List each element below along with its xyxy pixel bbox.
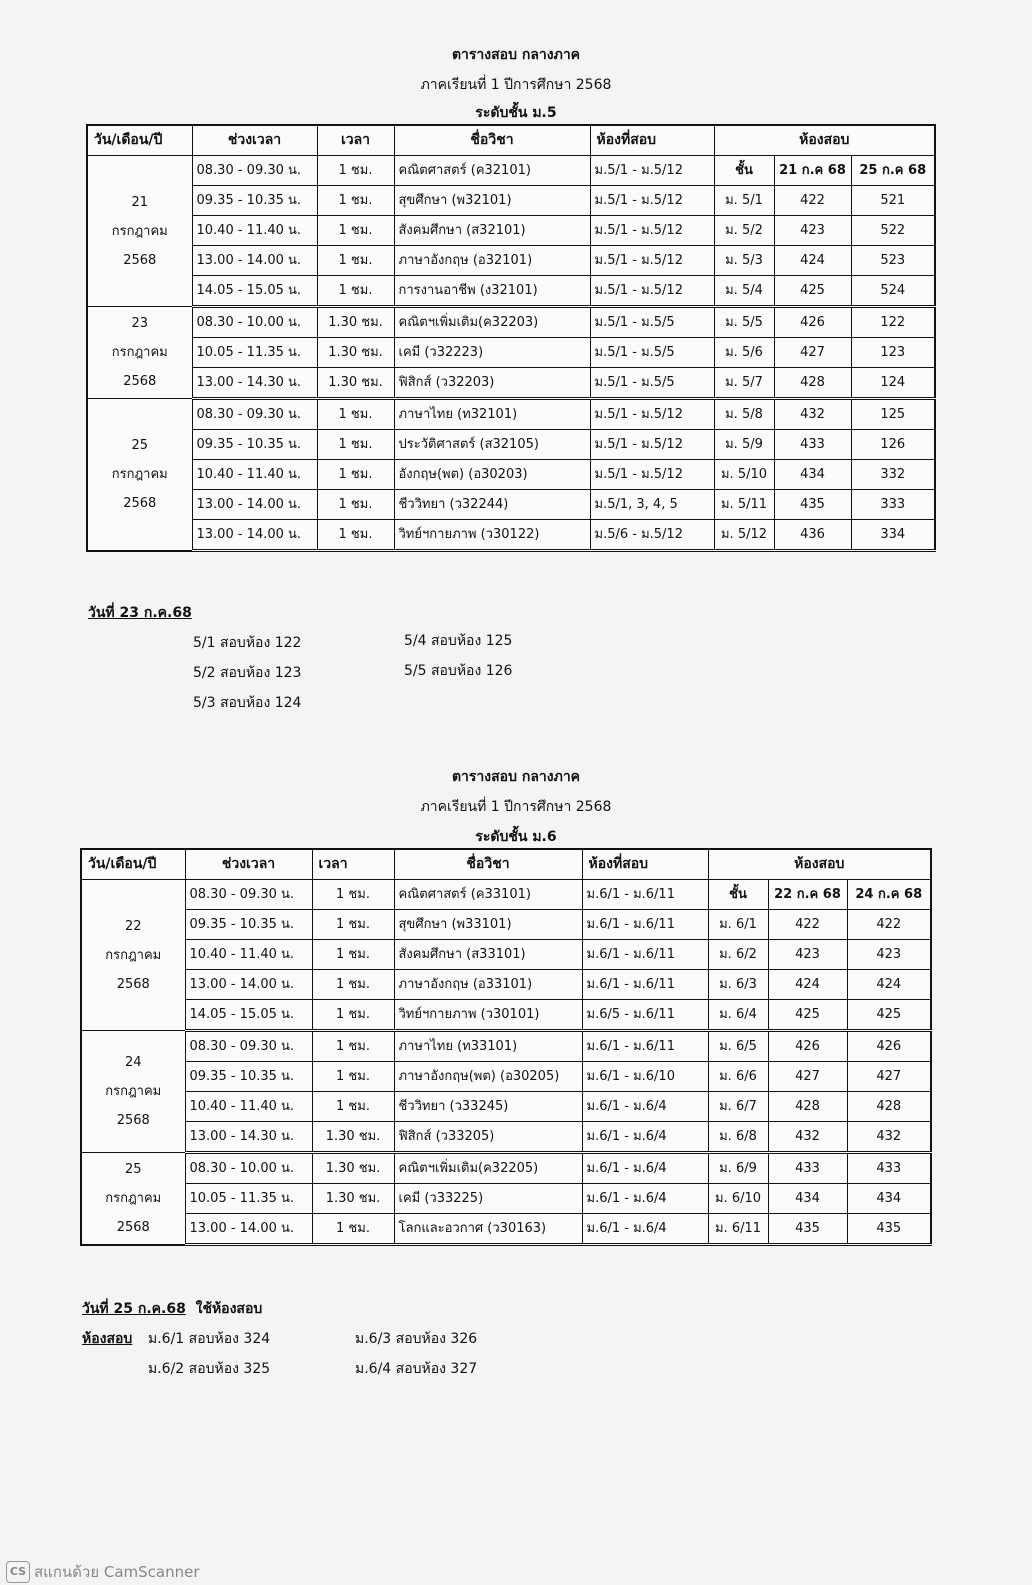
duration-cell: 1 ชม. (317, 430, 394, 460)
period-cell: 13.00 - 14.00 น. (185, 1214, 312, 1245)
table-row (81, 1092, 931, 1122)
m5-note: 5/4 สอบห้อง 125 (404, 633, 513, 649)
duration-cell: 1 ชม. (317, 186, 394, 216)
subject-cell: คณิตศาสตร์ (ค32101) (394, 156, 590, 186)
table-row (81, 1153, 931, 1184)
period-cell: 13.00 - 14.00 น. (192, 246, 317, 276)
subject-cell: ฟิสิกส์ (ว32203) (394, 368, 590, 399)
room-d2-cell: 433 (847, 1153, 931, 1184)
room-d1-cell: 426 (774, 307, 851, 338)
m6-exam-table (80, 848, 932, 1246)
date-year: 2568 (123, 374, 157, 389)
room-d2-cell: 126 (851, 430, 935, 460)
duration-cell: 1 ชม. (312, 910, 394, 940)
m5-note: 5/5 สอบห้อง 126 (404, 663, 513, 679)
date-year: 2568 (116, 1219, 150, 1235)
period-cell: 08.30 - 09.30 น. (192, 156, 317, 186)
room-d2-cell: 521 (851, 186, 935, 216)
subject-cell: คณิตศาสตร์ (ค33101) (394, 880, 582, 910)
rooms-cell: ม.6/1 - ม.6/4 (582, 1184, 708, 1214)
date-day: 23 (131, 316, 149, 331)
rooms-cell: ม.5/1 - ม.5/12 (590, 430, 714, 460)
header-date: วัน/เดือน/ปี (81, 849, 185, 880)
period-cell: 14.05 - 15.05 น. (192, 276, 317, 307)
header-rooms: ห้องที่สอบ (582, 849, 708, 880)
period-cell: 08.30 - 09.30 น. (185, 1031, 312, 1062)
room-d2-cell: 334 (851, 520, 935, 551)
duration-cell: 1.30 ชม. (312, 1122, 394, 1153)
header-exam-room: ห้องสอบ (714, 125, 935, 156)
duration-cell: 1.30 ชม. (317, 307, 394, 338)
rooms-cell: ม.6/1 - ม.6/11 (582, 1031, 708, 1062)
table2-level: ระดับชั้น ม.6 (475, 829, 557, 845)
room-d1-cell: 436 (774, 520, 851, 551)
room-d2-cell: 124 (851, 368, 935, 399)
m5-exam-table (86, 124, 936, 552)
date-cell (87, 307, 192, 399)
room-d1-cell: 427 (774, 338, 851, 368)
room-d1-cell: 424 (768, 970, 847, 1000)
period-cell: 13.00 - 14.00 น. (192, 490, 317, 520)
class-cell: ม. 5/2 (714, 216, 774, 246)
period-cell: 08.30 - 10.00 น. (185, 1153, 312, 1184)
header-subject: ชื่อวิชา (394, 849, 582, 880)
subject-cell: โลกและอวกาศ (ว30163) (394, 1214, 582, 1245)
date-month: กรกฎาคม (105, 947, 162, 963)
rooms-cell: ม.5/1, 3, 4, 5 (590, 490, 714, 520)
room-d2-cell: 333 (851, 490, 935, 520)
table-row (81, 1184, 931, 1214)
room-d2-cell: 424 (847, 970, 931, 1000)
room-d1-cell: 433 (774, 430, 851, 460)
subject-cell: สังคมศึกษา (ส32101) (394, 216, 590, 246)
class-cell: ม. 5/10 (714, 460, 774, 490)
duration-cell: 1 ชม. (317, 246, 394, 276)
period-cell: 10.40 - 11.40 น. (185, 940, 312, 970)
table-row (81, 910, 931, 940)
date-month: กรกฎาคม (105, 1084, 162, 1099)
date-day: 24 (124, 1055, 142, 1070)
room-d2-cell: 426 (847, 1031, 931, 1062)
header-subject: ชื่อวิชา (394, 125, 590, 156)
header-date: วัน/เดือน/ปี (87, 125, 192, 156)
rooms-cell: ม.5/1 - ม.5/12 (590, 246, 714, 276)
class-cell: ม. 6/11 (708, 1214, 768, 1245)
room-d1-cell: 435 (768, 1214, 847, 1245)
duration-cell: 1 ชม. (317, 156, 394, 186)
period-cell: 13.00 - 14.00 น. (185, 970, 312, 1000)
table-row (81, 1122, 931, 1153)
date-year: 2568 (116, 1113, 150, 1128)
table2-subtitle: ภาคเรียนที่ 1 ปีการศึกษา 2568 (420, 799, 612, 815)
class-cell: ม. 6/7 (708, 1092, 768, 1122)
room-d2-cell: 427 (847, 1062, 931, 1092)
camscanner-footer (6, 1560, 200, 1584)
subject-cell: สุขศึกษา (พ32101) (394, 186, 590, 216)
duration-cell: 1 ชม. (312, 1062, 394, 1092)
m5-note: 5/3 สอบห้อง 124 (193, 695, 302, 711)
header-duration: เวลา (312, 849, 394, 880)
date-year: 2568 (123, 495, 157, 511)
room-d1-cell: 435 (774, 490, 851, 520)
duration-cell: 1.30 ชม. (317, 338, 394, 368)
room-d2-cell: 425 (847, 1000, 931, 1031)
subject-cell: ฟิสิกส์ (ว33205) (394, 1122, 582, 1153)
subject-cell: เคมี (ว33225) (394, 1184, 582, 1214)
duration-cell: 1.30 ชม. (317, 368, 394, 399)
room-d2-cell: 332 (851, 460, 935, 490)
room-d1-cell: 422 (774, 186, 851, 216)
rooms-cell: ม.6/1 - ม.6/11 (582, 970, 708, 1000)
table-row (87, 307, 935, 338)
subject-cell: ประวัติศาสตร์ (ส32105) (394, 430, 590, 460)
table2-title: ตารางสอบ กลางภาค (451, 769, 581, 785)
period-cell: 09.35 - 10.35 น. (192, 186, 317, 216)
room-d2-cell: 522 (851, 216, 935, 246)
period-cell: 10.40 - 11.40 น. (185, 1092, 312, 1122)
table-row (81, 970, 931, 1000)
table-row (87, 156, 935, 186)
rooms-cell: ม.6/1 - ม.6/10 (582, 1062, 708, 1092)
table-row (87, 186, 935, 216)
header-period: ช่วงเวลา (185, 849, 312, 880)
subject-cell: สังคมศึกษา (ส33101) (394, 940, 582, 970)
room-d2-cell: 428 (847, 1092, 931, 1122)
subject-cell: อังกฤษ(พต) (อ30203) (394, 460, 590, 490)
subject-cell: สุขศึกษา (พ33101) (394, 910, 582, 940)
room-d2-cell: 432 (847, 1122, 931, 1153)
room-d1-cell: 425 (768, 1000, 847, 1031)
rooms-cell: ม.5/1 - ม.5/12 (590, 460, 714, 490)
class-cell: ม. 5/5 (714, 307, 774, 338)
subheader-date1: 22 ก.ค 68 (768, 880, 847, 910)
subject-cell: คณิตฯเพิ่มเติม(ค32205) (394, 1153, 582, 1184)
table-row (87, 276, 935, 307)
date-month: กรกฎาคม (111, 466, 168, 482)
duration-cell: 1 ชม. (317, 216, 394, 246)
table1-subtitle: ภาคเรียนที่ 1 ปีการศึกษา 2568 (420, 77, 612, 93)
room-d2-cell: 422 (847, 910, 931, 940)
table-row (87, 460, 935, 490)
rooms-cell: ม.5/6 - ม.5/12 (590, 520, 714, 551)
class-cell: ม. 5/1 (714, 186, 774, 216)
rooms-cell: ม.6/1 - ม.6/4 (582, 1092, 708, 1122)
room-d1-cell: 423 (774, 216, 851, 246)
duration-cell: 1 ชม. (317, 276, 394, 307)
table-row (87, 246, 935, 276)
duration-cell: 1.30 ชม. (312, 1153, 394, 1184)
subject-cell: การงานอาชีพ (ง32101) (394, 276, 590, 307)
room-d1-cell: 432 (774, 399, 851, 430)
duration-cell: 1 ชม. (312, 1092, 394, 1122)
duration-cell: 1 ชม. (312, 940, 394, 970)
table-row (81, 1000, 931, 1031)
table-row (87, 368, 935, 399)
m6-note: ม.6/3 สอบห้อง 326 (355, 1331, 478, 1347)
table-row (87, 216, 935, 246)
header-exam-room: ห้องสอบ (708, 849, 931, 880)
table-row (87, 338, 935, 368)
class-cell: ม. 6/6 (708, 1062, 768, 1092)
m6-note: ม.6/4 สอบห้อง 327 (355, 1361, 478, 1377)
duration-cell: 1 ชม. (312, 1000, 394, 1031)
room-d2-cell: 434 (847, 1184, 931, 1214)
date-cell (87, 399, 192, 551)
rooms-cell: ม.5/1 - ม.5/5 (590, 368, 714, 399)
period-cell: 13.00 - 14.30 น. (192, 368, 317, 399)
class-cell: ม. 5/4 (714, 276, 774, 307)
table-row (81, 1031, 931, 1062)
table-row (87, 490, 935, 520)
rooms-cell: ม.5/1 - ม.5/12 (590, 216, 714, 246)
subject-cell: ชีววิทยา (ว33245) (394, 1092, 582, 1122)
room-d1-cell: 434 (774, 460, 851, 490)
table-row (81, 1214, 931, 1245)
duration-cell: 1 ชม. (312, 970, 394, 1000)
subject-cell: ภาษาไทย (ท33101) (394, 1031, 582, 1062)
m6-note: ม.6/1 สอบห้อง 324 (148, 1331, 271, 1347)
room-d1-cell: 422 (768, 910, 847, 940)
date-month: กรกฎาคม (105, 1190, 162, 1206)
subheader-date2: 24 ก.ค 68 (847, 880, 931, 910)
duration-cell: 1 ชม. (312, 880, 394, 910)
subheader-class: ชั้น (714, 156, 774, 186)
period-cell: 09.35 - 10.35 น. (192, 430, 317, 460)
date-month: กรกฎาคม (111, 223, 168, 239)
class-cell: ม. 5/8 (714, 399, 774, 430)
subject-cell: ภาษาอังกฤษ(พต) (อ30205) (394, 1062, 582, 1092)
class-cell: ม. 6/4 (708, 1000, 768, 1031)
class-cell: ม. 5/3 (714, 246, 774, 276)
subject-cell: ภาษาไทย (ท32101) (394, 399, 590, 430)
rooms-cell: ม.6/1 - ม.6/4 (582, 1122, 708, 1153)
period-cell: 14.05 - 15.05 น. (185, 1000, 312, 1031)
subject-cell: วิทย์ฯกายภาพ (ว30101) (394, 1000, 582, 1031)
m5-note: 5/2 สอบห้อง 123 (193, 665, 302, 681)
rooms-cell: ม.6/1 - ม.6/11 (582, 910, 708, 940)
rooms-cell: ม.5/1 - ม.5/12 (590, 156, 714, 186)
table-row (81, 940, 931, 970)
camscanner-logo-icon: CS (6, 1561, 30, 1583)
room-d1-cell: 433 (768, 1153, 847, 1184)
room-d2-cell: 423 (847, 940, 931, 970)
room-d1-cell: 432 (768, 1122, 847, 1153)
period-cell: 08.30 - 09.30 น. (185, 880, 312, 910)
subheader-date2: 25 ก.ค 68 (851, 156, 935, 186)
class-cell: ม. 5/9 (714, 430, 774, 460)
date-year: 2568 (123, 252, 157, 268)
period-cell: 09.35 - 10.35 น. (185, 910, 312, 940)
subject-cell: ชีววิทยา (ว32244) (394, 490, 590, 520)
duration-cell: 1 ชม. (317, 490, 394, 520)
room-d1-cell: 427 (768, 1062, 847, 1092)
class-cell: ม. 5/6 (714, 338, 774, 368)
subject-cell: คณิตฯเพิ่มเติม(ค32203) (394, 307, 590, 338)
room-d2-cell: 523 (851, 246, 935, 276)
rooms-cell: ม.6/1 - ม.6/4 (582, 1153, 708, 1184)
room-d1-cell: 428 (768, 1092, 847, 1122)
table-row (81, 880, 931, 910)
duration-cell: 1 ชม. (312, 1031, 394, 1062)
period-cell: 10.05 - 11.35 น. (192, 338, 317, 368)
rooms-cell: ม.5/1 - ม.5/12 (590, 186, 714, 216)
rooms-cell: ม.5/1 - ม.5/5 (590, 307, 714, 338)
period-cell: 13.00 - 14.00 น. (192, 520, 317, 551)
room-d2-cell: 122 (851, 307, 935, 338)
room-d2-cell: 435 (847, 1214, 931, 1245)
footer-text: สแกนด้วย CamScanner (34, 1563, 200, 1581)
date-day: 25 (124, 1161, 142, 1177)
class-cell: ม. 6/9 (708, 1153, 768, 1184)
class-cell: ม. 5/7 (714, 368, 774, 399)
m6-note: ม.6/2 สอบห้อง 325 (148, 1361, 271, 1377)
subject-cell: เคมี (ว32223) (394, 338, 590, 368)
table-row (87, 520, 935, 551)
rooms-cell: ม.5/1 - ม.5/5 (590, 338, 714, 368)
date-cell (81, 1153, 185, 1245)
date-day: 22 (124, 918, 142, 934)
rooms-cell: ม.6/1 - ม.6/4 (582, 1214, 708, 1245)
rooms-cell: ม.5/1 - ม.5/12 (590, 399, 714, 430)
room-d2-cell: 123 (851, 338, 935, 368)
period-cell: 08.30 - 10.00 น. (192, 307, 317, 338)
table-row (81, 1062, 931, 1092)
subheader-date1: 21 ก.ค 68 (774, 156, 851, 186)
room-d2-cell: 125 (851, 399, 935, 430)
period-cell: 10.40 - 11.40 น. (192, 460, 317, 490)
room-d1-cell: 434 (768, 1184, 847, 1214)
rooms-cell: ม.6/1 - ม.6/11 (582, 880, 708, 910)
table1-title: ตารางสอบ กลางภาค (451, 47, 581, 63)
room-d1-cell: 428 (774, 368, 851, 399)
period-cell: 10.40 - 11.40 น. (192, 216, 317, 246)
room-d2-cell: 524 (851, 276, 935, 307)
class-cell: ม. 5/12 (714, 520, 774, 551)
subject-cell: ภาษาอังกฤษ (อ32101) (394, 246, 590, 276)
header-period: ช่วงเวลา (192, 125, 317, 156)
subheader-class: ชั้น (708, 880, 768, 910)
class-cell: ม. 5/11 (714, 490, 774, 520)
m5-note-title: วันที่ 23 ก.ค.68 (88, 605, 192, 621)
rooms-cell: ม.6/1 - ม.6/11 (582, 940, 708, 970)
period-cell: 08.30 - 09.30 น. (192, 399, 317, 430)
date-year: 2568 (116, 976, 150, 992)
subject-cell: ภาษาอังกฤษ (อ33101) (394, 970, 582, 1000)
m5-note: 5/1 สอบห้อง 122 (193, 635, 302, 651)
period-cell: 10.05 - 11.35 น. (185, 1184, 312, 1214)
room-d1-cell: 423 (768, 940, 847, 970)
duration-cell: 1 ชม. (317, 520, 394, 551)
date-day: 25 (131, 437, 149, 453)
class-cell: ม. 6/2 (708, 940, 768, 970)
class-cell: ม. 6/10 (708, 1184, 768, 1214)
room-d1-cell: 424 (774, 246, 851, 276)
table-row (87, 399, 935, 430)
class-cell: ม. 6/1 (708, 910, 768, 940)
m6-note-title: วันที่ 25 ก.ค.68 ใช้ห้องสอบ (82, 1301, 263, 1317)
date-cell (81, 880, 185, 1031)
date-day: 21 (131, 194, 149, 210)
class-cell: ม. 6/5 (708, 1031, 768, 1062)
duration-cell: 1 ชม. (317, 460, 394, 490)
date-cell (87, 156, 192, 307)
date-cell (81, 1031, 185, 1153)
room-d1-cell: 426 (768, 1031, 847, 1062)
room-d1-cell: 425 (774, 276, 851, 307)
header-duration: เวลา (317, 125, 394, 156)
class-cell: ม. 6/8 (708, 1122, 768, 1153)
class-cell: ม. 6/3 (708, 970, 768, 1000)
table1-level: ระดับชั้น ม.5 (475, 105, 557, 121)
m6-note-label: ห้องสอบ (82, 1331, 133, 1347)
duration-cell: 1.30 ชม. (312, 1184, 394, 1214)
header-rooms: ห้องที่สอบ (590, 125, 714, 156)
table-row (87, 430, 935, 460)
date-month: กรกฎาคม (111, 345, 168, 360)
duration-cell: 1 ชม. (312, 1214, 394, 1245)
rooms-cell: ม.5/1 - ม.5/12 (590, 276, 714, 307)
subject-cell: วิทย์ฯกายภาพ (ว30122) (394, 520, 590, 551)
period-cell: 09.35 - 10.35 น. (185, 1062, 312, 1092)
period-cell: 13.00 - 14.30 น. (185, 1122, 312, 1153)
duration-cell: 1 ชม. (317, 399, 394, 430)
rooms-cell: ม.6/5 - ม.6/11 (582, 1000, 708, 1031)
